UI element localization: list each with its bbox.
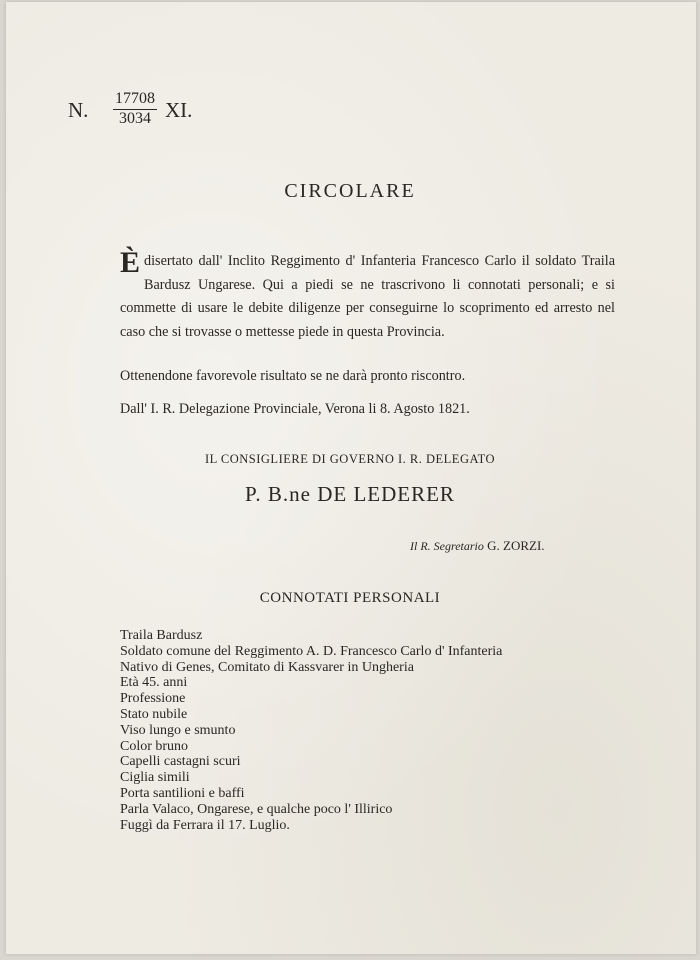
dropcap: È	[120, 246, 141, 279]
list-item: Porta santilioni e baffi	[120, 785, 245, 801]
document-number	[113, 90, 157, 128]
list-item: Viso lungo e smunto	[120, 722, 236, 738]
number-bottom: 3034	[119, 110, 151, 127]
place-date: Dall' I. R. Delegazione Provinciale, Verona li 8. Agosto 1821.	[120, 401, 470, 417]
number-top: 17708	[113, 90, 157, 110]
signatory-role: IL CONSIGLIERE DI GOVERNO I. R. DELEGATO	[204, 452, 496, 466]
list-item: Fuggì da Ferrara il 17. Luglio.	[120, 817, 290, 833]
signatory-name: P. B.ne DE LEDERER	[245, 482, 455, 506]
document-number-prefix: N.	[68, 98, 89, 122]
document-title: CIRCOLARE	[284, 180, 416, 202]
paragraph-1-text: disertato dall' Inclito Reggimento d' Infanteria Francesco Carlo il soldato Traila Bardusz Ungarese. Qui a piedi se ne trascrivono li connotati personali; e si commette di usare le debite diligenze per conseguirne lo scoprimento ed arresto nel caso che si trovasse o mettesse piede in questa Provincia.	[120, 253, 615, 340]
document-series: XI.	[165, 98, 193, 122]
description-heading: CONNOTATI PERSONALI	[259, 590, 441, 606]
description-list	[120, 628, 502, 833]
list-item: Traila Bardusz	[120, 628, 203, 643]
list-item: Parla Valaco, Ongarese, e qualche poco l' Illirico	[120, 801, 393, 817]
list-item: Capelli castagni scuri	[120, 754, 241, 770]
paragraph-2: Ottenendone favorevole risultato se ne darà pronto riscontro.	[120, 368, 466, 384]
list-item: Stato nubile	[120, 706, 188, 722]
secretary-name: G. ZORZI.	[487, 538, 545, 553]
secretary-label: Il R. Segretario	[410, 539, 484, 553]
secretary	[410, 538, 545, 554]
list-item: Età 45. anni	[120, 675, 188, 691]
list-item: Professione	[120, 691, 186, 707]
list-item: Ciglia simili	[120, 770, 190, 786]
list-item: Nativo di Genes, Comitato di Kassvarer in Ungheria	[120, 659, 414, 675]
list-item: Color bruno	[120, 738, 189, 754]
list-item: Soldato comune del Reggimento A. D. Francesco Carlo d' Infanteria	[120, 643, 503, 659]
paragraph-1	[120, 246, 615, 344]
